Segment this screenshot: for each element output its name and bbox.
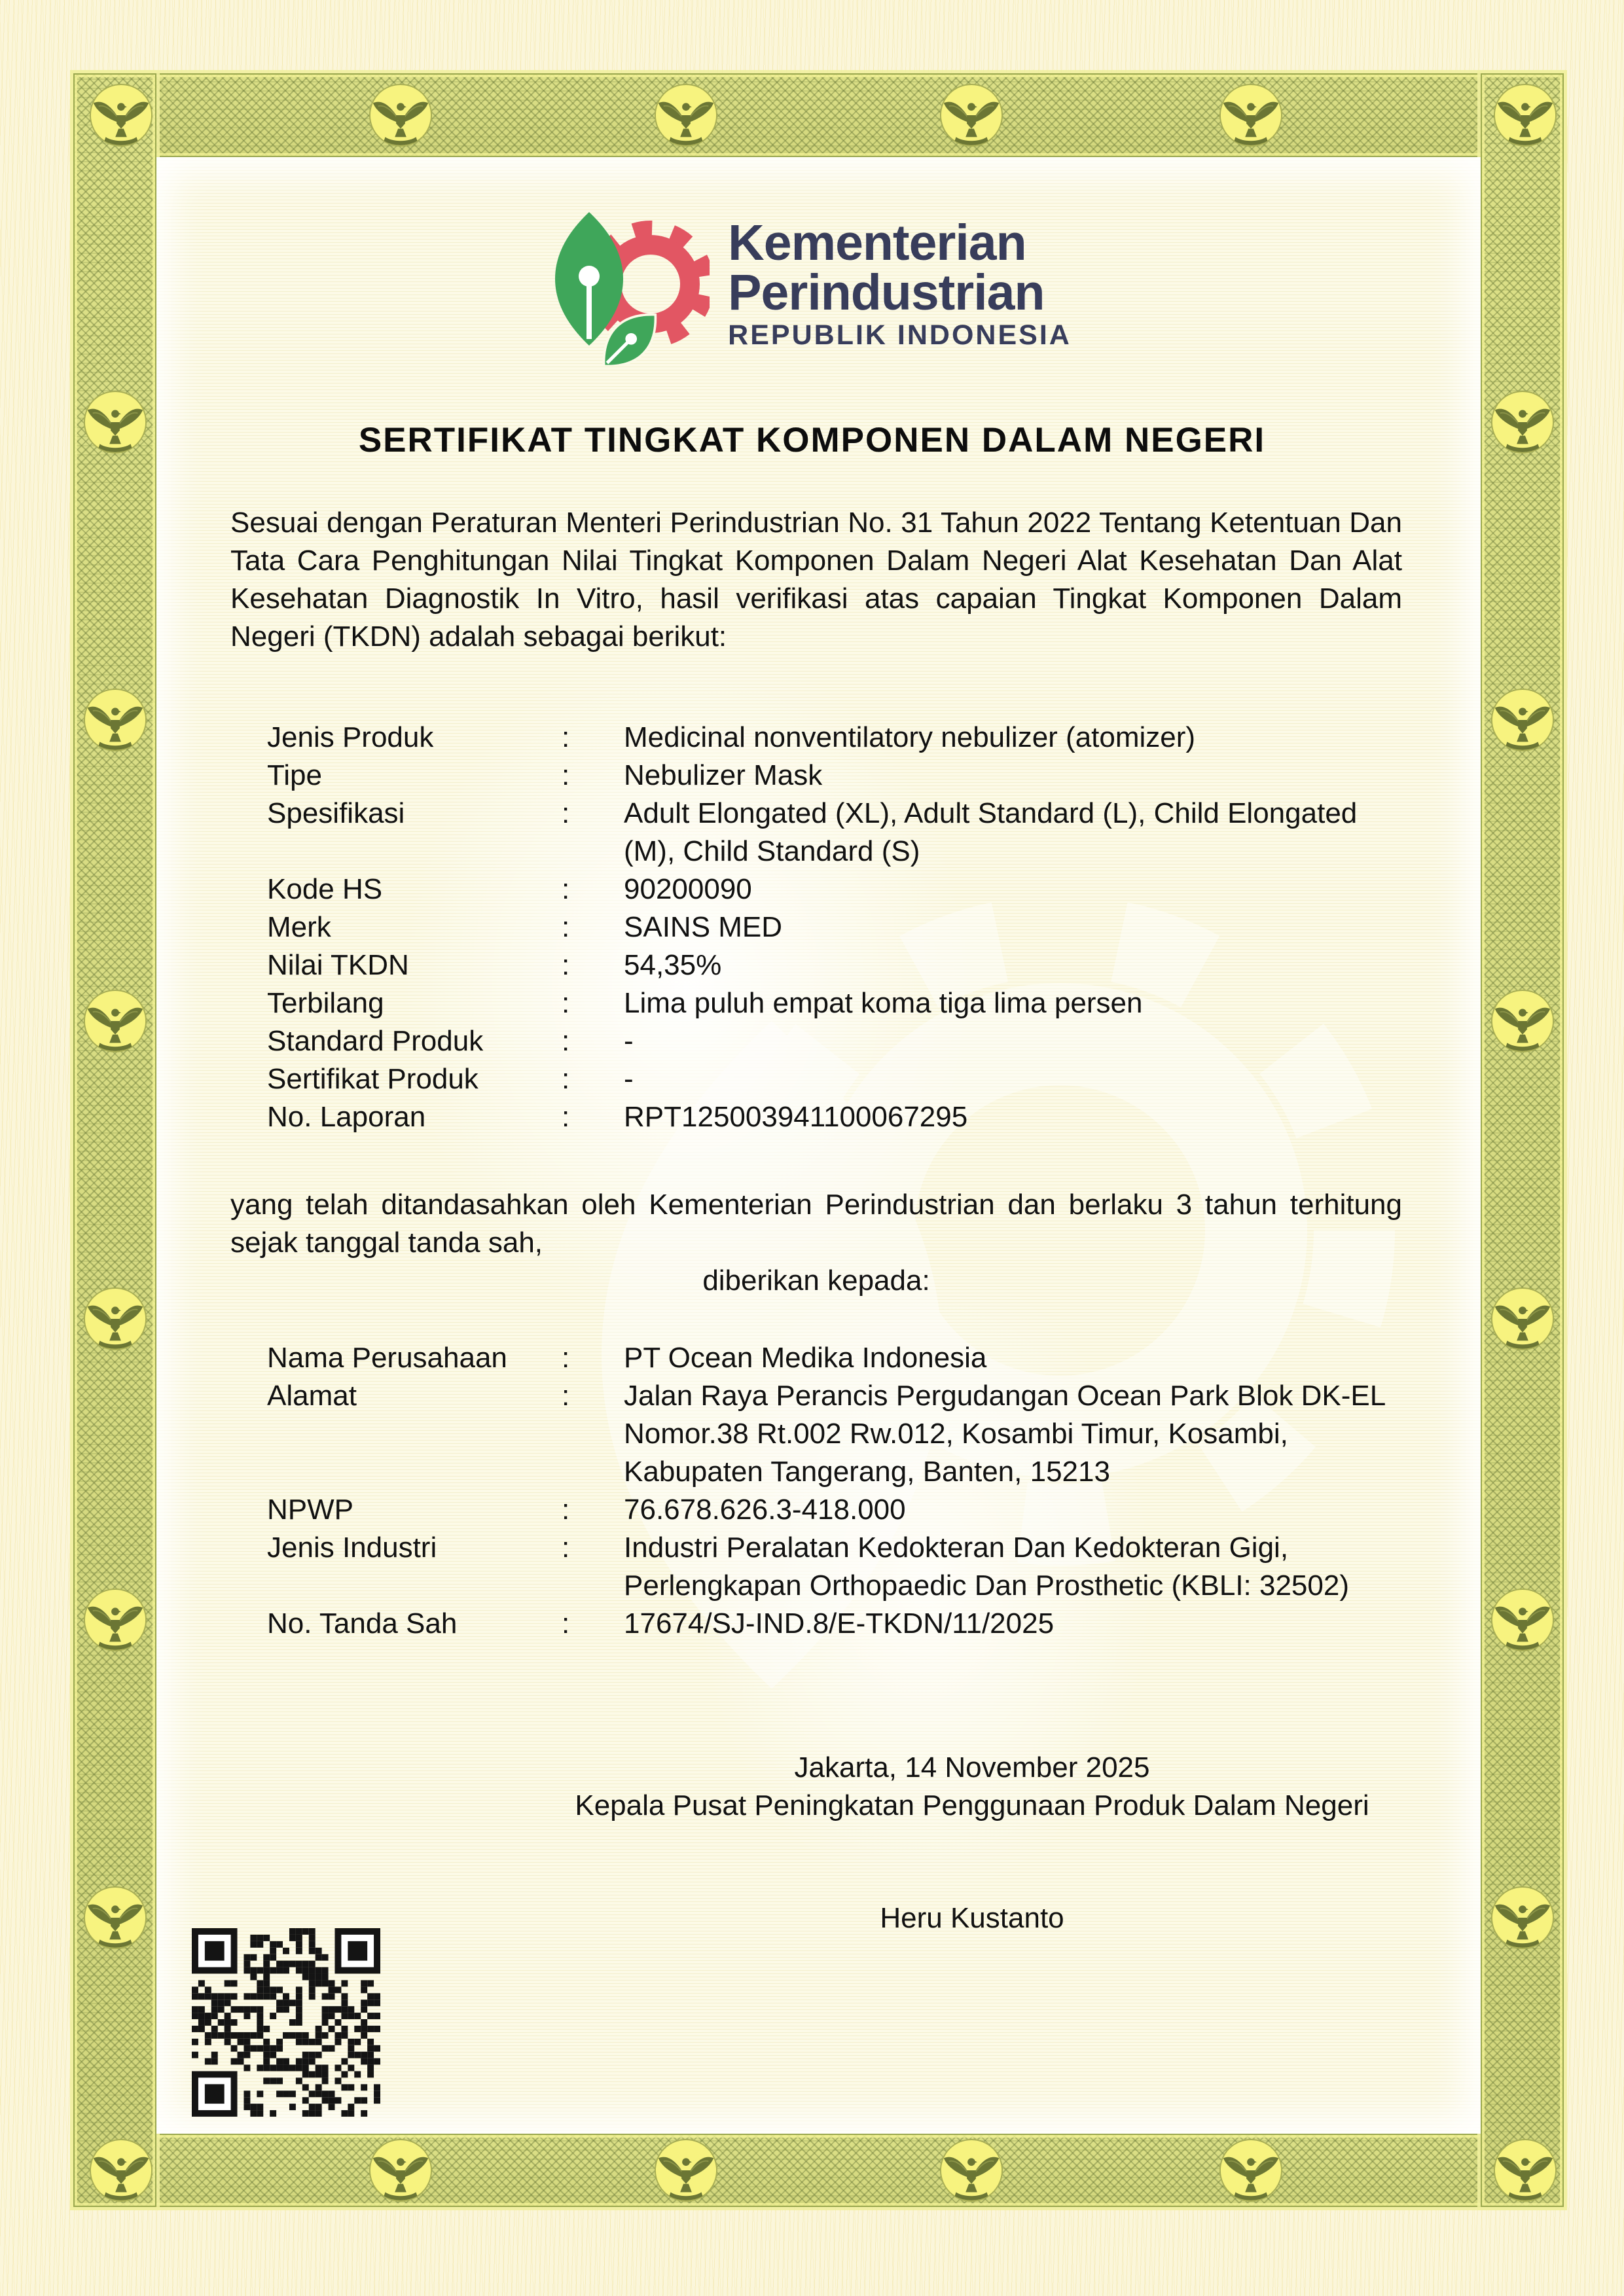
row-label: Jenis Industri	[267, 1532, 437, 1564]
row-colon: :	[562, 1101, 570, 1133]
row-value: -	[624, 1063, 634, 1095]
row-value: Lima puluh empat koma tiga lima persen	[624, 987, 1143, 1019]
garuda-emblem-icon	[1219, 83, 1283, 147]
garuda-emblem-icon	[1490, 1287, 1555, 1351]
row-label: Tipe	[267, 759, 322, 791]
garuda-emblem-icon	[83, 1588, 147, 1652]
table-row	[267, 1022, 1403, 1060]
row-label: NPWP	[267, 1494, 353, 1526]
garuda-emblem-icon	[369, 2138, 433, 2202]
garuda-emblem-icon	[1490, 688, 1555, 752]
table-row	[267, 870, 1403, 908]
signoff-block	[504, 1749, 1440, 1825]
row-colon: :	[562, 759, 570, 791]
ministry-name-line1: Kementerian	[728, 215, 1026, 271]
garuda-emblem-icon	[89, 2138, 153, 2202]
table-row	[267, 1529, 1403, 1605]
garuda-emblem-icon	[654, 83, 718, 147]
place-date: Jakarta, 14 November 2025	[794, 1751, 1150, 1784]
table-row	[267, 719, 1403, 757]
intro-paragraph: Sesuai dengan Peraturan Menteri Perindustrian No. 31 Tahun 2022 Tentang Ketentuan Dan Tata Cara Penghitungan Nilai Tingkat Komponen Dalam Negeri Alat Kesehatan Dan Alat Kesehatan Diagnostik In Vitro, hasil verifikasi atas capaian Tingkat Komponen Dalam Negeri (TKDN) adalah sebagai berikut:	[230, 507, 1402, 653]
row-label: Terbilang	[267, 987, 384, 1019]
row-colon: :	[562, 1494, 570, 1526]
row-colon: :	[562, 911, 570, 943]
row-label: Nilai TKDN	[267, 949, 409, 981]
row-label: Merk	[267, 911, 331, 943]
row-value: Adult Elongated (XL), Adult Standard (L), Child Elongated (M), Child Standard (S)	[624, 797, 1358, 867]
row-value: 76.678.626.3-418.000	[624, 1494, 906, 1526]
ministry-logo-header	[0, 202, 1624, 367]
row-colon: :	[562, 873, 570, 905]
garuda-emblem-icon	[83, 1287, 147, 1351]
row-colon: :	[562, 1607, 570, 1640]
product-details-table	[267, 719, 1403, 1136]
ministry-name-line2: Perindustrian	[728, 264, 1045, 321]
garuda-emblem-icon	[1490, 1588, 1555, 1652]
garuda-emblem-icon	[1493, 83, 1557, 147]
border-band-top	[73, 73, 1564, 157]
garuda-emblem-icon	[89, 83, 153, 147]
border-band-bottom	[73, 2134, 1564, 2207]
table-row	[267, 1060, 1403, 1098]
garuda-emblem-icon	[1219, 2138, 1283, 2202]
row-label: No. Laporan	[267, 1101, 426, 1133]
table-row	[267, 1339, 1403, 1377]
certificate-title: SERTIFIKAT TINGKAT KOMPONEN DALAM NEGERI	[358, 421, 1266, 459]
table-row	[267, 946, 1403, 984]
row-colon: :	[562, 797, 570, 829]
row-label: Kode HS	[267, 873, 383, 905]
table-row	[267, 984, 1403, 1022]
table-row	[267, 1377, 1403, 1491]
row-value: Jalan Raya Perancis Pergudangan Ocean Park Blok DK-EL Nomor.38 Rt.002 Rw.012, Kosambi Timur, Kosambi, Kabupaten Tangerang, Banten, 15213	[624, 1380, 1385, 1488]
row-label: Nama Perusahaan	[267, 1342, 507, 1374]
table-row	[267, 795, 1403, 870]
garuda-emblem-icon	[939, 2138, 1003, 2202]
row-value: 54,35%	[624, 949, 722, 981]
garuda-emblem-icon	[1490, 989, 1555, 1053]
garuda-emblem-icon	[83, 688, 147, 752]
row-label: Standard Produk	[267, 1025, 484, 1057]
row-colon: :	[562, 721, 570, 753]
row-colon: :	[562, 1342, 570, 1374]
signer-position: Kepala Pusat Peningkatan Penggunaan Produk Dalam Negeri	[575, 1789, 1369, 1821]
row-value: 17674/SJ-IND.8/E-TKDN/11/2025	[624, 1607, 1055, 1640]
table-row	[267, 908, 1403, 946]
validity-paragraph	[230, 1186, 1402, 1300]
garuda-emblem-icon	[83, 1886, 147, 1950]
row-label: Alamat	[267, 1380, 357, 1412]
republic-indonesia-label: REPUBLIK INDONESIA	[728, 319, 1072, 351]
garuda-emblem-icon	[654, 2138, 718, 2202]
row-colon: :	[562, 1380, 570, 1412]
table-row	[267, 1491, 1403, 1529]
qr-code-image	[192, 1928, 380, 2117]
table-row	[267, 1605, 1403, 1643]
row-value: SAINS MED	[624, 911, 783, 943]
garuda-emblem-icon	[1493, 2138, 1557, 2202]
garuda-emblem-icon	[1490, 1886, 1555, 1950]
row-label: Sertifikat Produk	[267, 1063, 478, 1095]
row-value: -	[624, 1025, 634, 1057]
qr-code	[192, 1928, 380, 2117]
table-row	[267, 1098, 1403, 1136]
row-value: Industri Peralatan Kedokteran Dan Kedokteran Gigi, Perlengkapan Orthopaedic Dan Prosthetic (KBLI: 32502)	[624, 1532, 1349, 1602]
row-label: Spesifikasi	[267, 797, 405, 829]
row-value: PT Ocean Medika Indonesia	[624, 1342, 987, 1374]
garuda-emblem-icon	[369, 83, 433, 147]
row-value: RPT125003941100067295	[624, 1101, 968, 1133]
row-colon: :	[562, 1532, 570, 1564]
garuda-emblem-icon	[939, 83, 1003, 147]
company-details-table	[267, 1339, 1403, 1643]
row-value: 90200090	[624, 873, 752, 905]
row-value: Medicinal nonventilatory nebulizer (atomizer)	[624, 721, 1196, 753]
given-to-line: diberikan kepada:	[702, 1265, 930, 1297]
signer-name: Heru Kustanto	[880, 1902, 1064, 1934]
row-colon: :	[562, 1025, 570, 1057]
table-row	[267, 757, 1403, 795]
row-value: Nebulizer Mask	[624, 759, 823, 791]
row-label: Jenis Produk	[267, 721, 434, 753]
kemenperin-logo-icon	[552, 202, 710, 367]
validity-text: yang telah ditandasahkan oleh Kementerian Perindustrian dan berlaku 3 tahun terhitung sejak tanggal tanda sah,	[230, 1189, 1402, 1259]
row-colon: :	[562, 1063, 570, 1095]
row-colon: :	[562, 949, 570, 981]
row-label: No. Tanda Sah	[267, 1607, 458, 1640]
row-colon: :	[562, 987, 570, 1019]
garuda-emblem-icon	[83, 989, 147, 1053]
ministry-name-block	[728, 215, 1072, 351]
